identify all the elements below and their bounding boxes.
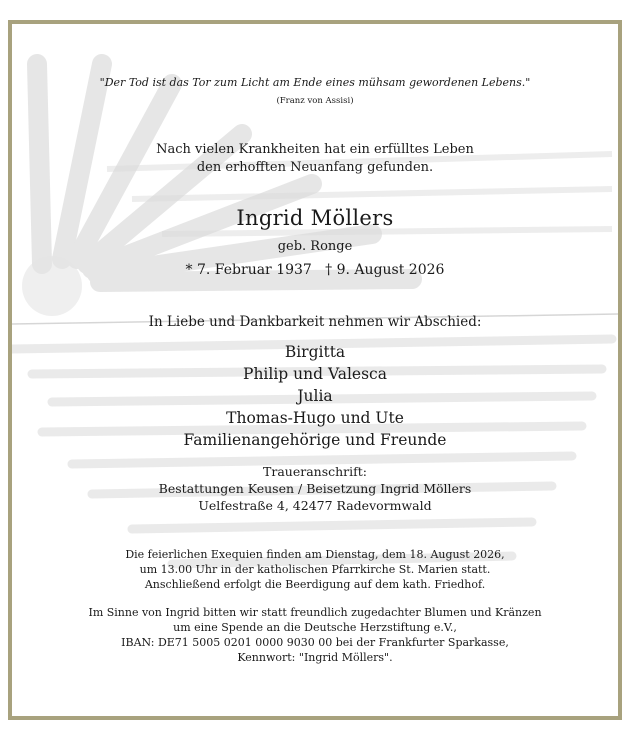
address-heading: Traueranschrift: (263, 464, 367, 479)
quote-author: (Franz von Assisi) (276, 96, 354, 106)
address-line: Bestattungen Keusen / Beisetzung Ingrid Möllers (158, 481, 472, 496)
family-member: Philip und Valesca (243, 365, 387, 383)
donation-line: IBAN: DE71 5005 0201 0000 9030 00 bei der Frankfurter Sparkasse, (121, 636, 509, 649)
intro-line: den erhofften Neuanfang gefunden. (196, 160, 434, 175)
family-member: Thomas-Hugo und Ute (226, 409, 404, 427)
donation-line: Im Sinne von Ingrid bitten wir statt freundlich zugedachter Blumen und Kränzen (88, 606, 542, 619)
farewell-line: In Liebe und Dankbarkeit nehmen wir Abschied: (148, 314, 482, 330)
family-member: Julia (297, 387, 333, 405)
obituary-text (12, 24, 618, 716)
deceased-name: Ingrid Möllers (236, 206, 394, 230)
service-line: Anschließend erfolgt die Beerdigung auf dem kath. Friedhof. (144, 578, 486, 591)
family-member: Birgitta (284, 343, 346, 361)
life-dates: * 7. Februar 1937 † 9. August 2026 (185, 262, 445, 278)
obituary-frame (8, 20, 622, 720)
family-member: Familienangehörige und Freunde (183, 431, 447, 449)
birth-name: geb. Ronge (277, 239, 353, 254)
service-line: Die feierlichen Exequien finden am Dienstag, dem 18. August 2026, (125, 548, 505, 561)
address-line: Uelfestraße 4, 42477 Radevormwald (198, 498, 432, 513)
donation-line: um eine Spende an die Deutsche Herzstiftung e.V., (173, 621, 457, 634)
intro-line: Nach vielen Krankheiten hat ein erfülltes Leben (156, 142, 474, 157)
service-line: um 13.00 Uhr in der katholischen Pfarrkirche St. Marien statt. (139, 563, 491, 576)
donation-line: Kennwort: "Ingrid Möllers". (237, 651, 393, 664)
quote: "Der Tod ist das Tor zum Licht am Ende eines mühsam gewordenen Lebens." (99, 76, 531, 89)
